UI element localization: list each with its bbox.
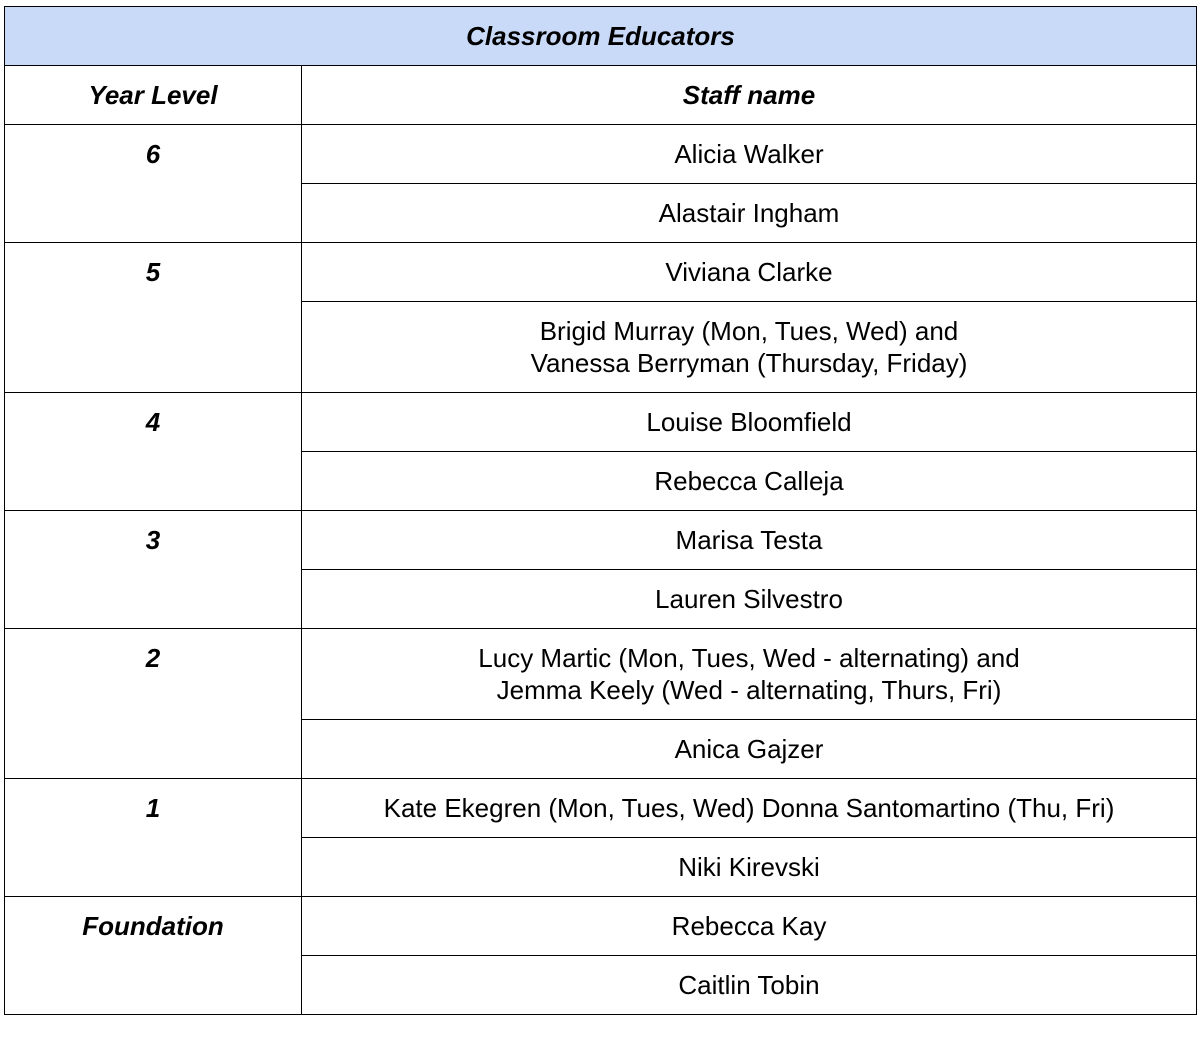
year-level-cell: 2 [5,629,302,779]
staff-name-cell: Alicia Walker [302,125,1197,184]
table-row [5,393,1197,452]
header-row [5,66,1197,125]
staff-name-cell: Rebecca Kay [302,897,1197,956]
table-title: Classroom Educators [5,7,1197,66]
staff-name-cell: Kate Ekegren (Mon, Tues, Wed) Donna Santomartino (Thu, Fri) [302,779,1197,838]
year-level-cell: 3 [5,511,302,629]
year-level-header: Year Level [5,66,302,125]
staff-name-cell: Rebecca Calleja [302,452,1197,511]
table-row [5,511,1197,570]
staff-name-cell: Marisa Testa [302,511,1197,570]
staff-name-cell: Alastair Ingham [302,184,1197,243]
year-level-cell: 6 [5,125,302,243]
table-row [5,125,1197,184]
staff-name-cell: Anica Gajzer [302,720,1197,779]
staff-name-cell: Lauren Silvestro [302,570,1197,629]
staff-name-header: Staff name [302,66,1197,125]
staff-name-cell: Brigid Murray (Mon, Tues, Wed) and Vanessa Berryman (Thursday, Friday) [302,302,1197,393]
year-level-cell: 4 [5,393,302,511]
staff-name-cell: Viviana Clarke [302,243,1197,302]
table-body [5,125,1197,1015]
table-row [5,243,1197,302]
year-level-cell: 5 [5,243,302,393]
table-row [5,629,1197,720]
staff-name-cell: Louise Bloomfield [302,393,1197,452]
year-level-cell: Foundation [5,897,302,1015]
staff-name-cell: Caitlin Tobin [302,956,1197,1015]
table-row [5,779,1197,838]
staff-name-cell: Lucy Martic (Mon, Tues, Wed - alternating) and Jemma Keely (Wed - alternating, Thurs, Fri) [302,629,1197,720]
year-level-cell: 1 [5,779,302,897]
staff-name-cell: Niki Kirevski [302,838,1197,897]
table-row [5,897,1197,956]
title-row [5,7,1197,66]
educators-table-container [4,6,1196,1015]
classroom-educators-table [4,6,1197,1015]
